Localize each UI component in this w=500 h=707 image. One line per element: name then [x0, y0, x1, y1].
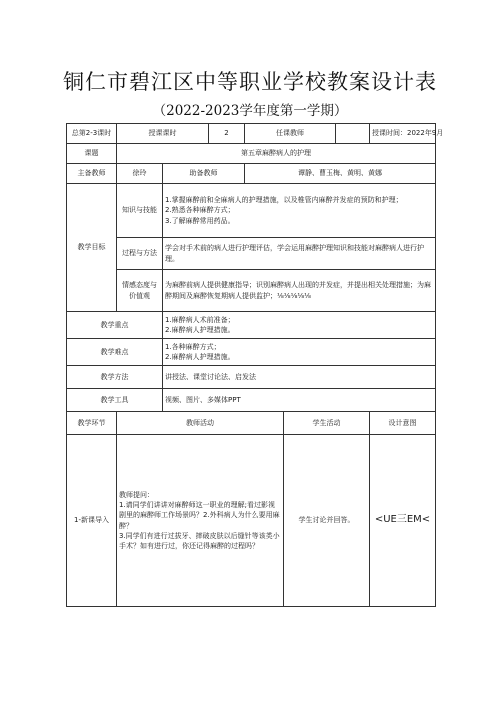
methods-label-cell: 教学方法 — [67, 366, 163, 389]
emotion-label-cell: 情感态度与价值观 — [117, 270, 163, 312]
teacher-activity-header-cell: 教师活动 — [117, 412, 284, 435]
tools-content-cell: 视频、图片、多媒体PPT — [163, 389, 436, 412]
difficult-points-row — [67, 339, 436, 366]
topic-row — [67, 144, 436, 164]
topic-value-cell: 第五章麻醉病人的护理 — [117, 144, 436, 164]
knowledge-item: 1.掌握麻醉前和全麻病人的护理措施，以及椎管内麻醉并发症的预防和护理； — [165, 196, 403, 205]
main-teacher-label-cell: 主备教师 — [67, 164, 117, 184]
stage1-student-cell: 学生讨论并回答。 — [284, 435, 370, 607]
knowledge-content-cell — [163, 184, 436, 238]
topic-label-cell: 课题 — [67, 144, 117, 164]
goal-emotion-row — [67, 270, 436, 312]
assist-teacher-value-cell: 谭静、曹玉梅、黄明、黄娜 — [245, 164, 436, 184]
stage1-teacher-line: 教师提问： — [119, 491, 154, 500]
teacher-value-cell — [336, 124, 370, 144]
key-points-label-cell: 教学重点 — [67, 312, 163, 339]
stage1-teacher-line: 3.同学们有进行过拔牙、摔破皮肤以后缝针等该类小手术？如有进行过，你还记得麻醉的过程吗？ — [119, 531, 280, 550]
emotion-content-cell: 为麻醉前病人提供健康指导；识别麻醉病人出现的并发症，并提出相关处理措施；为麻醉期间及麻醉恢复期病人提供监护；⅛⅛⅛⅛⅛ — [163, 270, 436, 312]
goal-knowledge-row — [67, 184, 436, 238]
stage1-teacher-line: 1.请同学们讲讲对麻醉师这一职业的理解;看过影视剧里的麻醉师工作场景吗？2.外科病人为什么要用麻醉？ — [119, 501, 280, 530]
goal-process-row — [67, 238, 436, 270]
info-row — [67, 124, 436, 144]
knowledge-item: 2.熟悉各种麻醉方式； — [165, 206, 235, 215]
tools-label-cell: 教学工具 — [67, 389, 163, 412]
methods-content-cell: 讲授法、课堂讨论法、启发法 — [163, 366, 436, 389]
key-points-content-cell — [163, 312, 436, 339]
process-header-row — [67, 412, 436, 435]
page-subtitle: （2022-2023学年度第一学期） — [152, 103, 348, 119]
key-points-row — [67, 312, 436, 339]
teacher-label-cell: 任课教师 — [245, 124, 336, 144]
methods-row — [67, 366, 436, 389]
difficult-point-item: 2.麻醉病人护理措施。 — [165, 353, 235, 361]
stage1-row — [67, 435, 436, 607]
stage1-teacher-cell — [117, 435, 284, 607]
key-point-item: 1.麻醉病人术前准备； — [165, 315, 235, 324]
stage-header-cell: 教学环节 — [67, 412, 117, 435]
difficult-point-item: 1.各种麻醉方式； — [165, 342, 221, 351]
teachers-row — [67, 164, 436, 184]
hours-label-cell: 授课课时 — [117, 124, 209, 144]
stage1-design-cell: <UE三EM< — [370, 435, 436, 607]
hours-value-cell: 2 — [209, 124, 245, 144]
assist-teacher-label-cell: 助备教师 — [163, 164, 245, 184]
difficult-points-content-cell — [163, 339, 436, 366]
stage1-name-cell: 1-新课导入 — [67, 435, 117, 607]
page-title: 铜仁市碧江区中等职业学校教案设计表 — [63, 70, 437, 94]
lesson-plan-table — [66, 123, 444, 607]
tools-row — [67, 389, 436, 412]
knowledge-label-cell: 知识与技能 — [117, 184, 163, 238]
key-point-item: 2.麻醉病人护理措施。 — [165, 326, 235, 334]
difficult-points-label-cell: 教学难点 — [67, 339, 163, 366]
process-content-cell: 学会对手术前的病人进行护理评估，学会运用麻醉护理知识和技能对麻醉病人进行护理。 — [163, 238, 436, 270]
design-intent-header-cell: 设计意图 — [370, 412, 436, 435]
main-teacher-value-cell: 徐玲 — [117, 164, 163, 184]
process-label-cell: 过程与方法 — [117, 238, 163, 270]
total-hours-cell: 总第2-3课时 — [67, 124, 117, 144]
student-activity-header-cell: 学生活动 — [284, 412, 370, 435]
goals-label-cell: 教学目标 — [67, 184, 117, 312]
knowledge-item: 3.了解麻醉常用药品。 — [165, 216, 235, 225]
time-cell: 授课时间：2022年9月 — [370, 124, 436, 144]
